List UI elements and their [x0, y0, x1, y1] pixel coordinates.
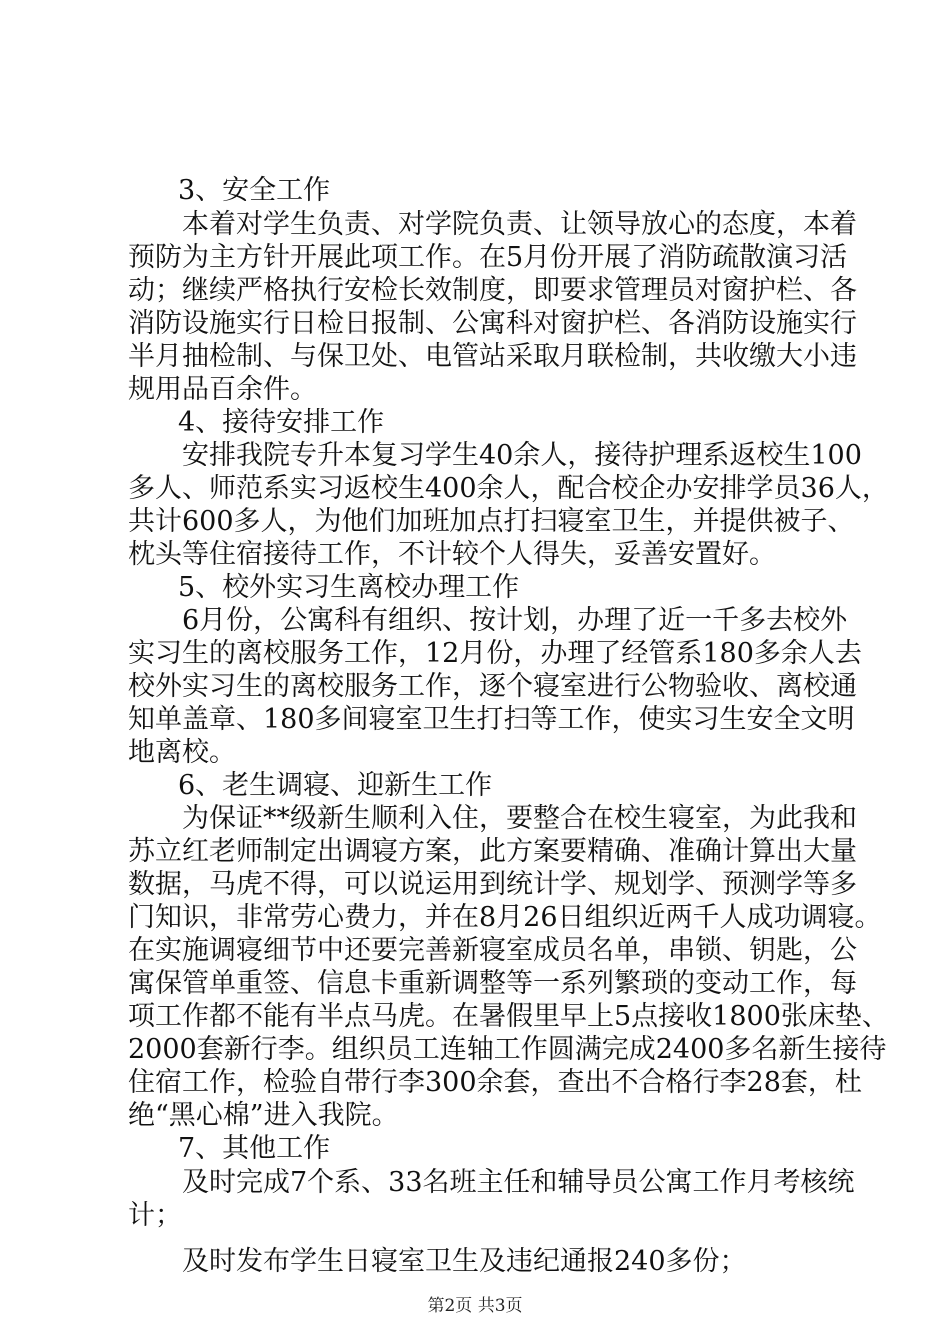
paragraph-line: 为保证**级新生顺利入住，要整合在校生寝室，为此我和: [182, 803, 857, 834]
heading-reception-work: 4、接待安排工作: [178, 407, 385, 438]
paragraph-line: 规用品百余件。: [128, 374, 317, 405]
paragraph-line: 及时发布学生日寝室卫生及违纪通报240多份；: [182, 1246, 747, 1277]
paragraph-line: 地离校。: [128, 737, 236, 768]
paragraph-line: 半月抽检制、与保卫处、电管站采取月联检制，共收缴大小违: [128, 341, 857, 372]
paragraph-line: 安排我院专升本复习学生40余人，接待护理系返校生100: [182, 440, 862, 471]
paragraph-line: 预防为主方针开展此项工作。在5月份开展了消防疏散演习活: [128, 242, 848, 273]
paragraph-line: 本着对学生负责、对学院负责、让领导放心的态度，本着: [182, 209, 857, 240]
page-footer: 第2页 共3页: [427, 1296, 523, 1316]
paragraph-line: 消防设施实行日检日报制、公寓科对窗护栏、各消防设施实行: [128, 308, 857, 339]
paragraph-line: 住宿工作，检验自带行李300余套，查出不合格行李28套，杜: [128, 1067, 862, 1098]
paragraph-line: 及时完成7个系、33名班主任和辅导员公寓工作月考核统: [182, 1167, 855, 1198]
paragraph-line: 知单盖章、180多间寝室卫生打扫等工作，使实习生安全文明: [128, 704, 855, 735]
paragraph-line: 多人、师范系实习返校生400余人，配合校企办安排学员36人，: [128, 473, 889, 504]
heading-internship-departure: 5、校外实习生离校办理工作: [178, 572, 520, 603]
paragraph-line: 在实施调寝细节中还要完善新寝室成员名单，串锁、钥匙，公: [128, 935, 857, 966]
paragraph-line: 校外实习生的离校服务工作，逐个寝室进行公物验收、离校通: [128, 671, 857, 702]
paragraph-line: 2000套新行李。组织员工连轴工作圆满完成2400多名新生接待: [128, 1034, 887, 1065]
paragraph-line: 寓保管单重签、信息卡重新调整等一系列繁琐的变动工作，每: [128, 968, 857, 999]
heading-other-work: 7、其他工作: [178, 1133, 331, 1164]
paragraph-line: 动；继续严格执行安检长效制度，即要求管理员对窗护栏、各: [128, 275, 857, 306]
paragraph-line: 枕头等住宿接待工作，不计较个人得失，妥善安置好。: [128, 539, 776, 570]
paragraph-line: 绝“黑心棉”进入我院。: [128, 1100, 399, 1131]
paragraph-line: 项工作都不能有半点马虎。在暑假里早上5点接收1800张床垫、: [128, 1001, 889, 1032]
paragraph-line: 实习生的离校服务工作，12月份，办理了经管系180多余人去: [128, 638, 862, 669]
paragraph-line: 计；: [128, 1200, 182, 1231]
heading-safety-work: 3、安全工作: [178, 175, 331, 206]
paragraph-line: 6月份，公寓科有组织、按计划，办理了近一千多去校外: [182, 605, 848, 636]
paragraph-line: 数据，马虎不得，可以说运用到统计学、规划学、预测学等多: [128, 869, 857, 900]
heading-dorm-adjustment: 6、老生调寝、迎新生工作: [178, 770, 493, 801]
paragraph-line: 共计600多人，为他们加班加点打扫寝室卫生，并提供被子、: [128, 506, 855, 537]
paragraph-line: 苏立红老师制定出调寝方案，此方案要精确、准确计算出大量: [128, 836, 857, 867]
paragraph-line: 门知识，非常劳心费力，并在8月26日组织近两千人成功调寝。: [128, 902, 882, 933]
